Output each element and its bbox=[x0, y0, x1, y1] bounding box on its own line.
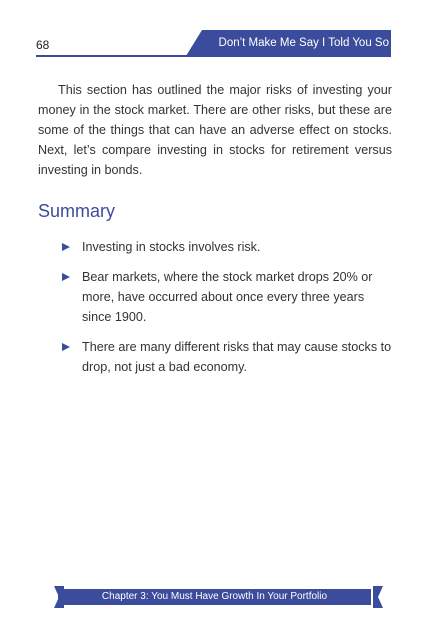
bullet-text: Investing in stocks involves risk. bbox=[82, 240, 261, 254]
running-header-title: Don’t Make Me Say I Told You So bbox=[218, 37, 389, 49]
footer-cap-right bbox=[373, 586, 383, 608]
bullet-text: Bear markets, where the stock market drops 20% or more, have occurred about once every three years since 1900. bbox=[82, 270, 373, 324]
bullet-arrow-icon bbox=[62, 273, 70, 281]
bullet-arrow-icon bbox=[62, 343, 70, 351]
page-number: 68 bbox=[36, 38, 50, 52]
body-paragraph: This section has outlined the major risks of investing your money in the stock market. There are other risks, but these are some of the things that can have an adverse effect on stocks. Next, let’s compare investing in stocks for retirement versus investing in bonds. bbox=[38, 83, 392, 177]
bullet-arrow-icon bbox=[62, 243, 70, 251]
footer-chapter-title: Chapter 3: You Must Have Growth In Your Portfolio bbox=[101, 591, 328, 602]
list-item bbox=[62, 237, 392, 257]
summary-bullet-list bbox=[62, 237, 392, 387]
list-item bbox=[62, 267, 392, 327]
summary-heading: Summary bbox=[38, 201, 116, 221]
list-item bbox=[62, 337, 392, 377]
header-rule bbox=[36, 55, 391, 57]
bullet-text: There are many different risks that may cause stocks to drop, not just a bad economy. bbox=[82, 340, 392, 374]
